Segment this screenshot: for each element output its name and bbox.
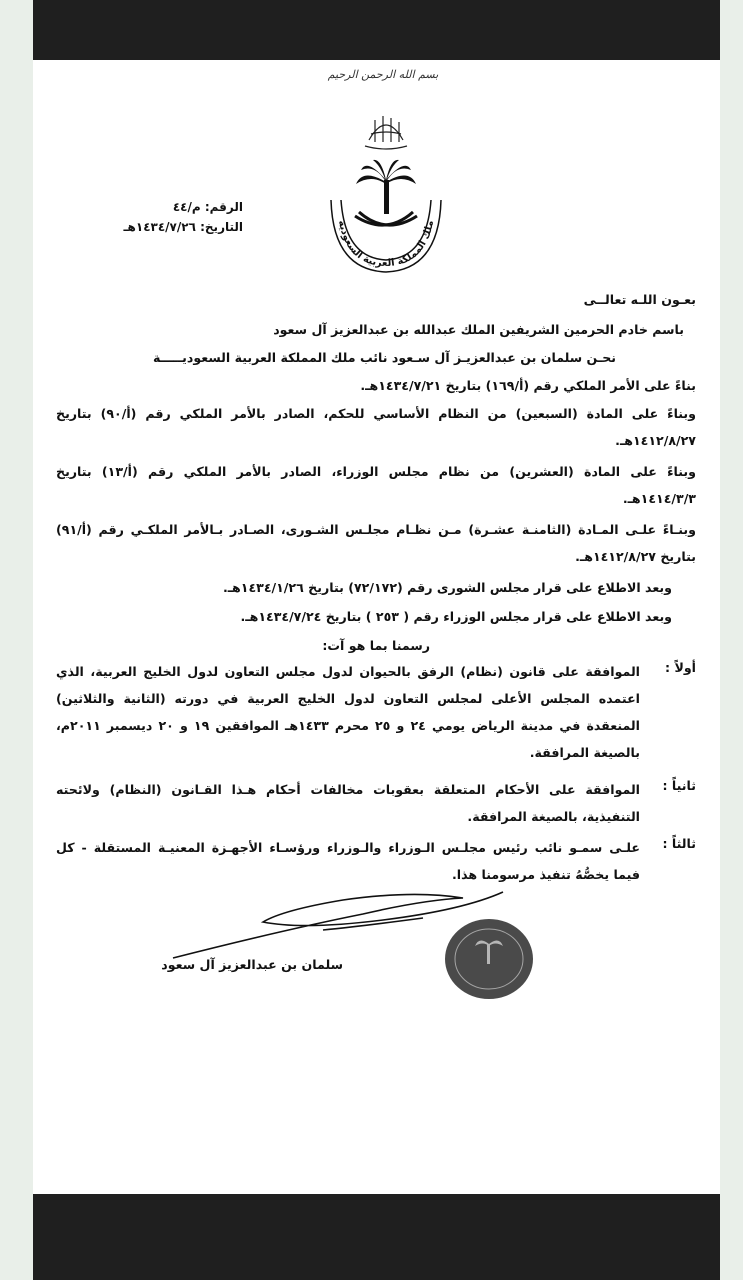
preamble-6: وبعد الاطلاع على قرار مجلس الوزراء رقم ( ٢٥٣ ) بتاريخ ١٤٣٤/٧/٢٤هـ. — [240, 609, 672, 624]
decree-date-row — [93, 220, 243, 234]
top-dark-band — [33, 0, 720, 60]
palm-tree-icon — [356, 160, 416, 214]
intro-line-2: باسم خادم الحرمين الشريفين الملك عبدالله بن عبدالعزيز آل سعود — [273, 322, 684, 337]
svg-text:ملك المملكة العربية السعودية — [336, 219, 436, 269]
royal-emblem — [301, 90, 471, 280]
preamble-4: وبنـاءً علـى المـادة (الثامنـة عشـرة) مـن نظـام مجلـس الشـورى، الصـادر بـالأمر الملكـي رقم (أ/٩١) بتاريخ ١٤١٢/٨/٢٧هـ. — [56, 522, 696, 564]
tughra-icon — [365, 116, 407, 149]
reference-block — [93, 200, 243, 240]
article-3-label: ثالثاً : — [662, 836, 696, 851]
number-value: م/٤٤ — [172, 200, 201, 214]
number-label: الرقم: — [204, 200, 243, 214]
preamble-1: بناءً على الأمر الملكي رقم (أ/١٦٩) بتاريخ ١٤٣٤/٧/٢١هـ. — [360, 378, 696, 393]
decree-number-row — [93, 200, 243, 214]
date-label: التاريخ: — [200, 220, 243, 234]
article-3-text: علـى سمـو نائب رئيس مجلـس الـوزراء والـوزراء ورؤسـاء الأجهـزة المعنيـة المستقلة - كل فيما يخصُّهُ تنفيذ مرسومنا هذا. — [56, 840, 640, 882]
decree-heading: رسمنا بما هو آت: — [322, 638, 430, 653]
preamble-5: وبعد الاطلاع على قرار مجلس الشورى رقم (٧٢/١٧٢) بتاريخ ١٤٣٤/١/٢٦هـ. — [222, 580, 672, 595]
bottom-dark-band — [33, 1194, 720, 1280]
decree-document — [33, 60, 720, 1194]
article-2-label: ثانياً : — [662, 778, 696, 793]
intro-line-1: بعـون اللـه تعالــى — [583, 292, 696, 307]
article-2-text: الموافقة على الأحكام المتعلقة بعقوبات مخالفات أحكام هـذا القـانون (النظام) ولائحته التنفيذية، بالصيغة المرافقة. — [56, 782, 640, 824]
article-1-text: الموافقة على قانون (نظام) الرفق بالحيوان لدول مجلس التعاون لدول الخليج العربية، الذي اعتمده المجلس الأعلى لمجلس التعاون لدول الخليج العربية في دورته (الثانية والثلاثين) المنعقدة في مدينة الرياض يومي ٢٤ و ٢٥ محرم ١٤٣٣هـ الموافقين ١٩ و ٢٠ ديسمبر ٢٠١١م، بالصيغة المرافقة. — [56, 664, 640, 760]
official-seal — [441, 914, 537, 1004]
date-value: ١٤٣٤/٧/٢٦هـ — [123, 220, 196, 234]
signer-name: سلمان بن عبدالعزيز آل سعود — [161, 957, 343, 972]
article-1-label: أولاً : — [665, 660, 696, 675]
emblem-caption: ملك المملكة العربية السعودية — [335, 219, 437, 270]
intro-line-3: نحـن سلمان بن عبدالعزيـز آل سـعود نائب ملك المملكة العربية السعوديـــــة — [153, 350, 616, 365]
preamble-2: وبناءً على المادة (السبعين) من النظام الأساسي للحكم، الصادر بالأمر الملكي رقم (أ/٩٠) بتاريخ ١٤١٢/٨/٢٧هـ. — [56, 406, 696, 448]
bismillah-text: بسم الله الرحمن الرحيم — [327, 68, 439, 81]
preamble-3: وبناءً على المادة (العشرين) من نظام مجلس الوزراء، الصادر بالأمر الملكي رقم (أ/١٣) بتاريخ ١٤١٤/٣/٣هـ. — [56, 464, 696, 506]
